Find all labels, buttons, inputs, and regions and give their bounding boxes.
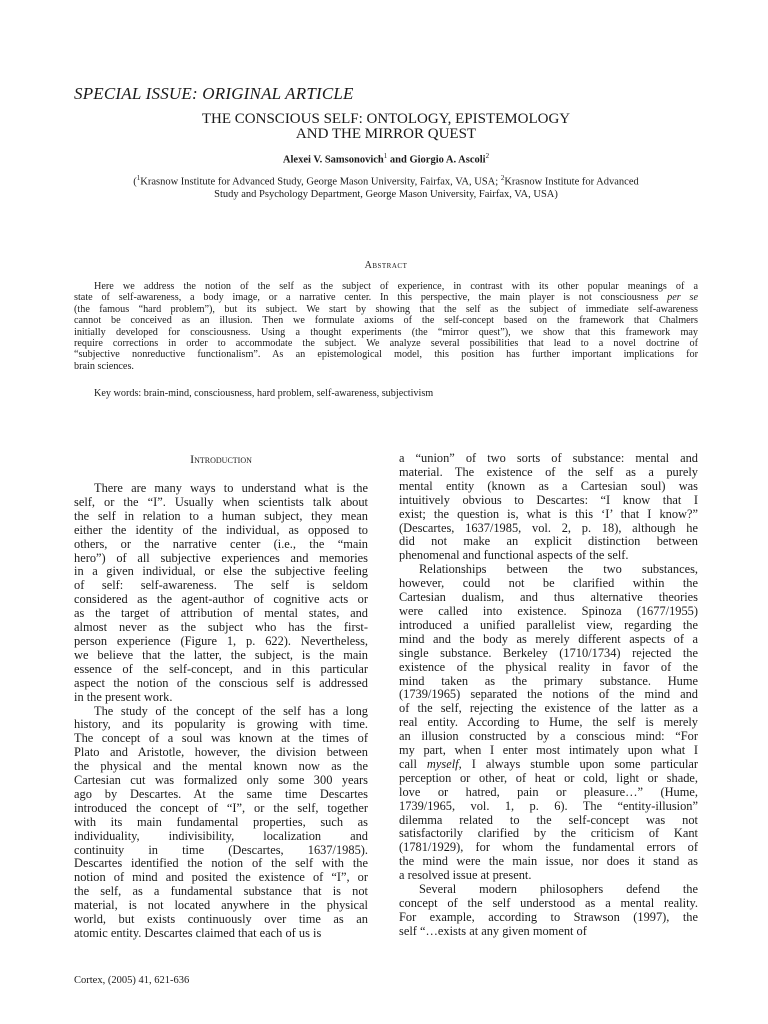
body-line: mind taken as the primary substance. Hume [399,673,698,688]
body-line: mental entity (known as a Cartesian soul) was [399,478,698,493]
body-column-left [74,452,368,941]
body-line: material. The existence of the self as a purely [399,464,698,479]
body-line: ago by Descartes. At the same time Descartes [74,786,368,801]
body-line: Several modern philosophers defend the [419,882,698,897]
body-line [399,758,698,772]
body-line: hero”) of all subjective experiences and memories [74,550,368,565]
body-line: There are many ways to understand what is the [94,481,368,495]
affiliations [74,172,698,201]
body-line: self “…exists at any given moment of [399,923,587,938]
body-line: the physical and the mental known now as the [74,759,368,774]
body-line: of the self, rejecting the existence of the latter as a [399,701,698,716]
affil-1-text: Krasnow Institute for Advanced Study, George Mason University, Fairfax, VA, USA; [140,176,501,188]
body-line: we believe that the latter, the subject, is the main [74,647,368,662]
emphasis-myself: myself [426,756,459,771]
body-line: in the present work. [74,689,173,704]
affil-2-mark: 2 [500,174,505,182]
body-line: my part, when I enter most intimately upon what I [399,743,698,758]
abstract-body [74,281,698,372]
affiliation-line-1 [74,172,698,189]
abstract-line-text: state of self-awareness, a body image, or a narrative center. In this perspective, the main player is not consciousness [74,292,668,304]
body-line: the mind were the main issue, nor does it stand as [399,854,698,869]
body-line: continuity in time (Descartes, 1637/1985). [74,842,368,857]
body-line: perception or other, of heat or cold, light or shade, [399,770,698,785]
body-line: the self, as a fundamental substance that is not [74,884,368,899]
special-issue-label: SPECIAL ISSUE: ORIGINAL ARTICLE [74,84,354,103]
body-line: real entity. According to Hume, the self is merely [399,715,698,730]
body-line: satisfactorily clarified by the criticism of Kant [399,826,698,841]
body-line: intuitively obvious to Descartes: “I know that I [399,492,698,507]
body-line: (1781/1929), for whom the fundamental errors of [399,840,698,855]
body-line: either the identity of the individual, as opposed to [74,522,368,537]
body-line: considered as the agent-author of cognitive acts or [74,592,368,607]
body-line: introduced the concept of “I”, or the self, together [74,800,368,815]
abstract-line: “subjective nonreductive functionalism”. As an epistemological model, this position has further important implications for [74,349,698,361]
author-join: and [387,154,410,166]
body-line: history, and its popularity is growing with time. [74,717,368,732]
author-list [74,152,698,166]
body-line: mind and the body as merely different aspects of a [399,631,698,646]
abstract-line: brain sciences. [74,360,134,372]
abstract-line: Here we address the notion of the self as the subject of experience, in contrast with its other popular meanings of a [94,281,698,292]
body-line: introduced a unified parallelist view, regarding the [399,617,698,632]
body-line: dilemma related to the self-concept was not [399,812,698,827]
abstract-per-se: per se [667,292,698,304]
body-line: atomic entity. Descartes claimed that each of us is [74,926,322,940]
body-line: of self: self-awareness. The self is seldom [74,578,368,593]
author-2-mark: 2 [485,152,490,160]
article-title [74,112,698,142]
body-line-text: call [399,756,427,771]
affil-2-text: Krasnow Institute for Advanced [504,176,639,188]
abstract-line: require corrections in order to accommodate the subject. We analyze several possibilities that lead to a novel doctrine of [74,338,698,350]
affil-open-paren: ( [133,176,137,188]
body-line: love or hatred, pain or pleasure…” (Hume, [399,784,698,799]
body-line-text: , I always stumble upon some particular [458,756,699,771]
body-line: (1739/1965) separated the notions of the mind and [399,687,698,702]
body-line: For example, according to Strawson (1997), the [399,909,698,924]
body-line: in a given individual, or else the subjective feeling [74,564,368,579]
body-line: notion of mind and posited the existence of “I”, or [74,870,368,885]
body-line: (Descartes, 1637/1985, vol. 2, p. 18), although he [399,520,698,535]
body-line: The concept of a soul was known at the times of [74,731,368,746]
body-line: Cartesian dualism, and thus alternative theories [399,590,698,605]
affil-1-mark: 1 [136,174,141,182]
body-line: person experience (Figure 1, p. 622). Nevertheless, [74,633,368,648]
abstract-line: initially developed for consciousness. Using a thought experiments (the “mirror quest”), we show that this framework may [74,326,698,338]
body-line: material, is not located anywhere in the physical [74,898,368,913]
body-line: world, but exists continuously over time as an [74,912,368,927]
body-line: Descartes identified the notion of the self with the [74,856,368,871]
body-line: concept of the self understood as a mental reality. [399,896,698,910]
author-2: Giorgio A. Ascoli [409,154,486,166]
abstract-line: cannot be conceived as an illusion. Then we formulate axioms of the self-concept based on the framework that Chalmers [74,315,698,327]
body-line: others, or the narrative center (i.e., the “main [74,536,368,551]
body-line: self, or the “I”. Usually when scientists talk about [74,494,368,509]
author-1: Alexei V. Samsonovich [282,154,384,166]
journal-citation-footer: Cortex, (2005) 41, 621-636 [74,975,190,986]
body-line: exist; the question is, what is this ‘I’ that I know?” [399,506,698,521]
title-line-2: AND THE MIRROR QUEST [295,126,477,142]
body-line: single substance. Berkeley (1710/1734) rejected the [399,645,698,660]
author-1-mark: 1 [383,152,388,160]
keywords: Key words: brain-mind, consciousness, hard problem, self-awareness, subjectivism [94,388,434,399]
title-line-1: THE CONSCIOUS SELF: ONTOLOGY, EPISTEMOLOGY [201,111,571,127]
body-line: with its main fundamental properties, such as [74,814,368,829]
body-line: as the target of attribution of mental states, and [74,606,368,621]
body-line: phenomenal and functional aspects of the self. [399,548,629,563]
body-line: however, could not be clarified within the [399,576,698,591]
body-line: individuality, indivisibility, localization and [74,828,368,843]
body-column-right [399,452,698,939]
affiliation-line-2: Study and Psychology Department, George Mason University, Fairfax, VA, USA) [214,188,558,200]
body-line: aspect the notion of the conscious self is addressed [74,675,368,690]
body-line: Cartesian cut was formalized only some 300 years [74,773,368,788]
body-line: Relationships between the two substances, [419,562,698,577]
body-line: The study of the concept of the self has a long [94,703,368,718]
body-line: a “union” of two sorts of substance: mental and [399,451,698,465]
abstract-heading: Abstract [364,260,408,271]
body-line: the self in relation to a human subject, they mean [74,508,368,523]
body-line: a resolved issue at present. [399,868,532,883]
body-line: almost never as the subject who has the first- [74,620,368,635]
body-line: did not make an explicit distinction between [399,534,698,549]
body-line: essence of the self-concept, and in this particular [74,661,368,676]
body-line: Plato and Aristotle, however, the division between [74,745,368,760]
abstract-line: (the famous “hard problem”), but its subject. We start by showing that the self as the subject of immediate self-awareness [74,303,698,315]
abstract-line [74,292,698,303]
body-line: were called into existence. Spinoza (1677/1955) [399,603,698,618]
section-heading-introduction: Introduction [190,452,252,466]
body-line: existence of the physical reality in favor of the [399,659,698,674]
body-line: 1739/1965, vol. 1, p. 6). The “entity-illusion” [399,798,698,813]
body-line: an illusion constructed by a conscious mind: “For [399,729,698,744]
